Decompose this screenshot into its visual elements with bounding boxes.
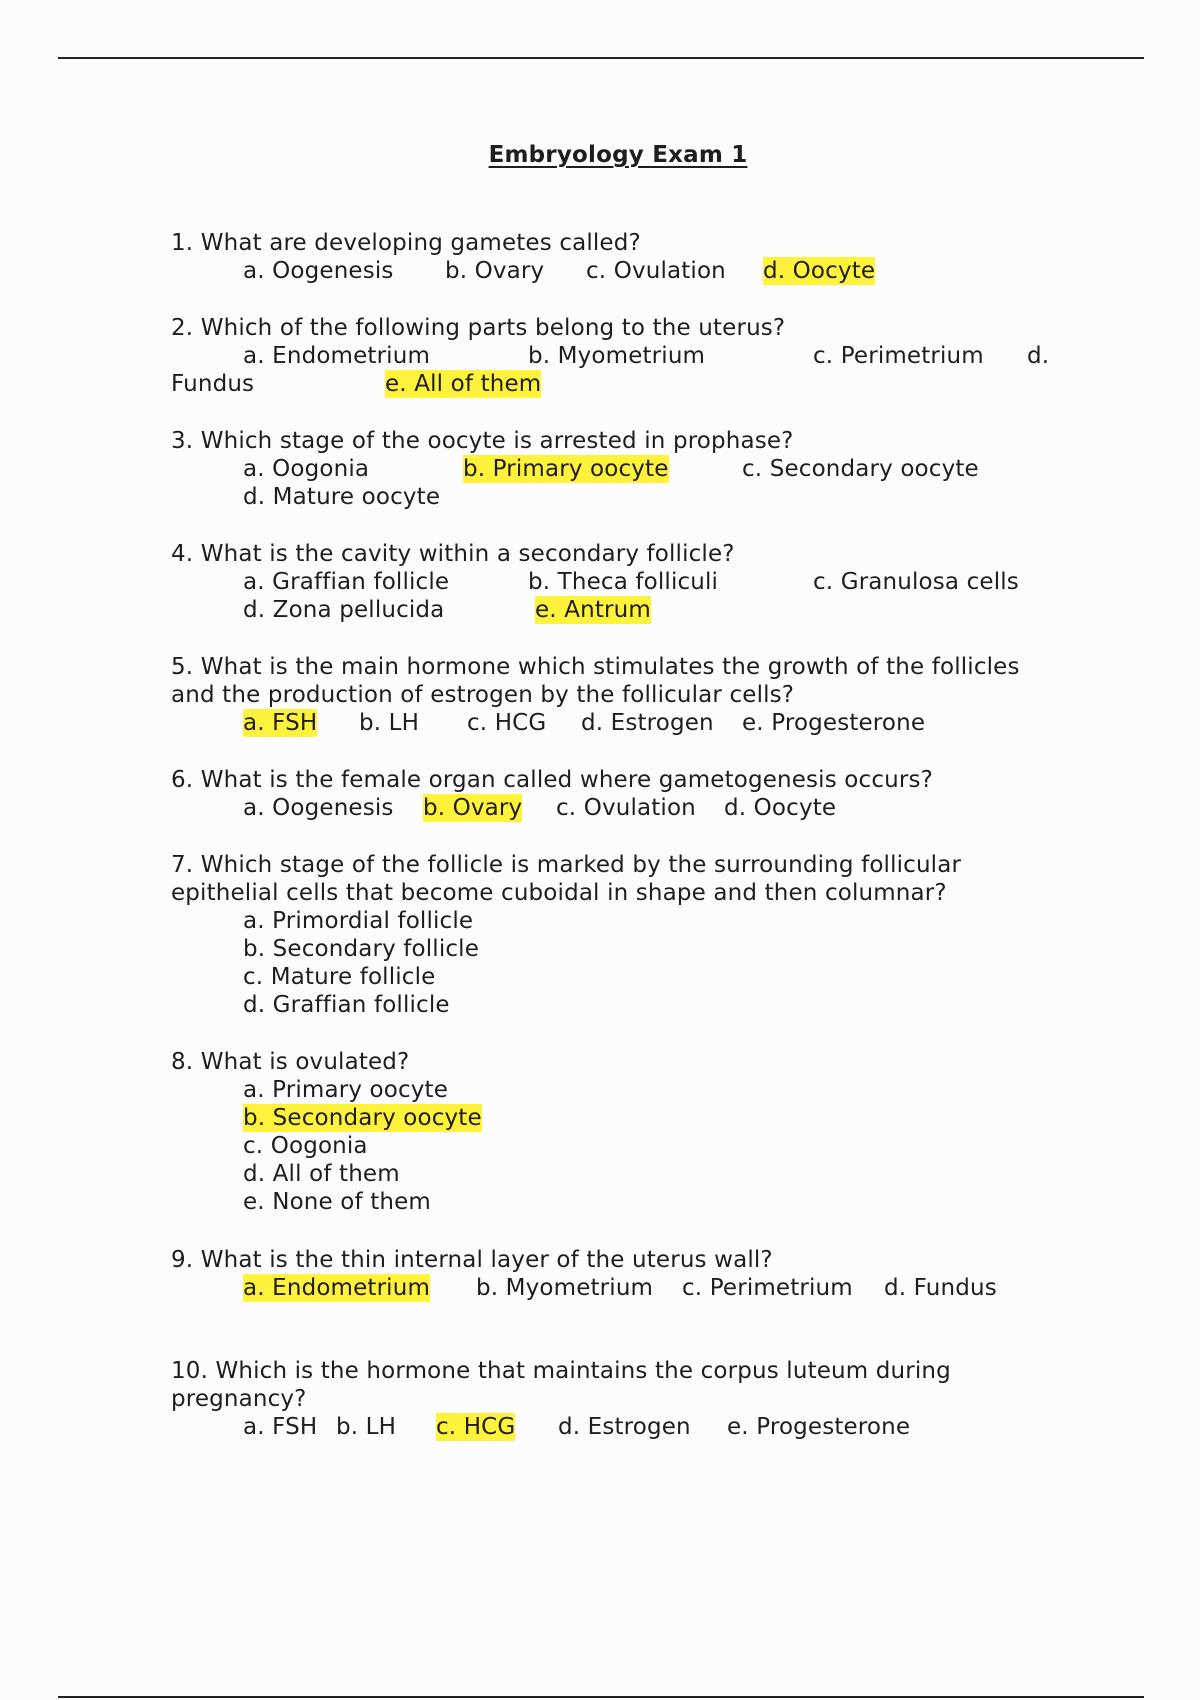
question-10-stem-line2: pregnancy? — [171, 1386, 307, 1412]
footer-rule — [58, 1696, 1144, 1698]
q10-option-a: a. FSH — [243, 1414, 318, 1440]
q4-option-a: a. Graffian follicle — [243, 569, 450, 595]
question-8-stem: 8. What is ovulated? — [171, 1049, 410, 1075]
q2-option-d-cont: Fundus — [171, 371, 255, 397]
q8-option-d: d. All of them — [243, 1161, 400, 1187]
page-title: Embryology Exam 1 — [488, 142, 748, 168]
q5-option-c: c. HCG — [467, 710, 547, 736]
question-10-stem-line1: 10. Which is the hormone that maintains the corpus luteum during — [171, 1358, 951, 1384]
q9-option-c: c. Perimetrium — [682, 1275, 853, 1301]
q3-option-b-answer: b. Primary oocyte — [463, 456, 669, 482]
q5-option-a-answer: a. FSH — [243, 710, 318, 736]
q5-option-b: b. LH — [359, 710, 420, 736]
question-2-stem: 2. Which of the following parts belong to the uterus? — [171, 315, 786, 341]
question-1-stem: 1. What are developing gametes called? — [171, 230, 641, 256]
q5-option-d: d. Estrogen — [581, 710, 714, 736]
q5-option-e: e. Progesterone — [742, 710, 926, 736]
question-9-stem: 9. What is the thin internal layer of the uterus wall? — [171, 1247, 773, 1273]
q3-option-c: c. Secondary oocyte — [742, 456, 979, 482]
q2-option-c: c. Perimetrium — [813, 343, 984, 369]
q4-option-c: c. Granulosa cells — [813, 569, 1019, 595]
q4-option-b: b. Theca folliculi — [528, 569, 719, 595]
q9-option-b: b. Myometrium — [476, 1275, 654, 1301]
q8-option-e: e. None of them — [243, 1189, 431, 1215]
question-7-stem-line1: 7. Which stage of the follicle is marked by the surrounding follicular — [171, 852, 962, 878]
q7-option-b: b. Secondary follicle — [243, 936, 480, 962]
q1-option-d-answer: d. Oocyte — [763, 258, 876, 284]
q8-option-b-answer: b. Secondary oocyte — [243, 1105, 482, 1131]
q6-option-a: a. Oogenesis — [243, 795, 394, 821]
q10-option-d: d. Estrogen — [558, 1414, 691, 1440]
q6-option-c: c. Ovulation — [556, 795, 696, 821]
q9-option-d: d. Fundus — [884, 1275, 997, 1301]
q9-option-a-answer: a. Endometrium — [243, 1275, 430, 1301]
question-7-stem-line2: epithelial cells that become cuboidal in shape and then columnar? — [171, 880, 947, 906]
q3-option-a: a. Oogonia — [243, 456, 370, 482]
q2-option-a: a. Endometrium — [243, 343, 430, 369]
q1-option-b: b. Ovary — [445, 258, 545, 284]
q1-option-a: a. Oogenesis — [243, 258, 394, 284]
q4-option-d: d. Zona pellucida — [243, 597, 445, 623]
q10-option-e: e. Progesterone — [727, 1414, 911, 1440]
q7-option-c: c. Mature follicle — [243, 964, 436, 990]
q3-option-d: d. Mature oocyte — [243, 484, 441, 510]
q6-option-d: d. Oocyte — [724, 795, 837, 821]
q4-option-e-answer: e. Antrum — [535, 597, 651, 623]
q2-option-b: b. Myometrium — [528, 343, 706, 369]
question-6-stem: 6. What is the female organ called where gametogenesis occurs? — [171, 767, 933, 793]
q1-option-c: c. Ovulation — [586, 258, 726, 284]
q10-option-b: b. LH — [336, 1414, 397, 1440]
q10-option-c-answer: c. HCG — [436, 1414, 516, 1440]
q6-option-b-answer: b. Ovary — [423, 795, 523, 821]
q2-option-d: d. — [1027, 343, 1050, 369]
q2-option-e-answer: e. All of them — [385, 371, 542, 397]
question-4-stem: 4. What is the cavity within a secondary follicle? — [171, 541, 735, 567]
q8-option-a: a. Primary oocyte — [243, 1077, 449, 1103]
header-rule — [58, 57, 1144, 59]
question-5-stem-line2: and the production of estrogen by the follicular cells? — [171, 682, 795, 708]
q7-option-d: d. Graffian follicle — [243, 992, 450, 1018]
q7-option-a: a. Primordial follicle — [243, 908, 474, 934]
question-5-stem-line1: 5. What is the main hormone which stimulates the growth of the follicles — [171, 654, 1020, 680]
q8-option-c: c. Oogonia — [243, 1133, 368, 1159]
question-3-stem: 3. Which stage of the oocyte is arrested in prophase? — [171, 428, 794, 454]
